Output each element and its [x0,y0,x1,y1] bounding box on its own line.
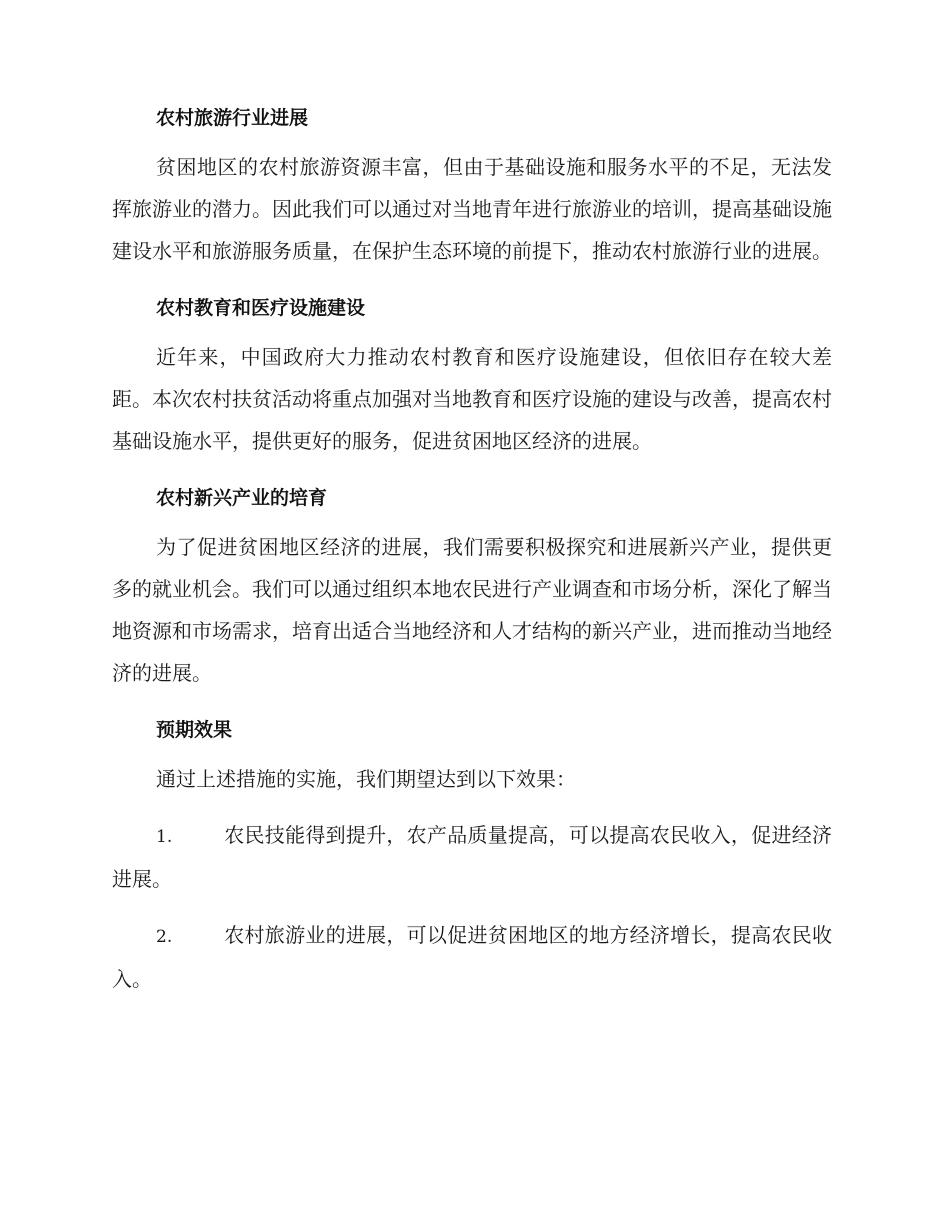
list-number: 1. [156,827,173,847]
section-heading: 农村新兴产业的培育 [156,487,328,509]
list-item [112,914,832,1000]
section-heading: 农村教育和医疗设施建设 [156,297,366,319]
section-paragraph: 为了促进贫困地区经济的进展，我们需要积极探究和进展新兴产业，提供更多的就业机会。我们可以通过组织本地农民进行产业调查和市场分析，深化了解当地资源和市场需求，培育出适合当地经济和人才结构的新兴产业，进而推动当地经济的进展。 [112,535,832,685]
section-paragraph: 贫困地区的农村旅游资源丰富，但由于基础设施和服务水平的不足，无法发挥旅游业的潜力。因此我们可以通过对当地青年进行旅游业的培训，提高基础设施建设水平和旅游服务质量，在保护生态环境的前提下，推动农村旅游行业的进展。 [112,155,832,263]
section-paragraph: 近年来，中国政府大力推动农村教育和医疗设施建设，但依旧存在较大差距。本次农村扶贫活动将重点加强对当地教育和医疗设施的建设与改善，提高农村基础设施水平，提供更好的服务，促进贫困地区经济的进展。 [112,345,832,453]
section-paragraph: 通过上述措施的实施，我们期望达到以下效果： [156,767,576,791]
list-number: 2. [156,927,173,947]
section-expected-effects [112,716,832,1000]
document-page [112,104,832,1000]
list-text: 农民技能得到提升，农产品质量提高，可以提高农民收入，促进经济进展。 [112,823,832,891]
section-heading: 农村旅游行业进展 [156,107,309,129]
section-education-medical [112,294,832,462]
section-heading: 预期效果 [156,719,233,741]
list-text: 农村旅游业的进展，可以促进贫困地区的地方经济增长，提高农民收入。 [112,923,832,991]
section-rural-tourism [112,104,832,272]
list-item [112,814,832,900]
section-emerging-industry [112,484,832,694]
